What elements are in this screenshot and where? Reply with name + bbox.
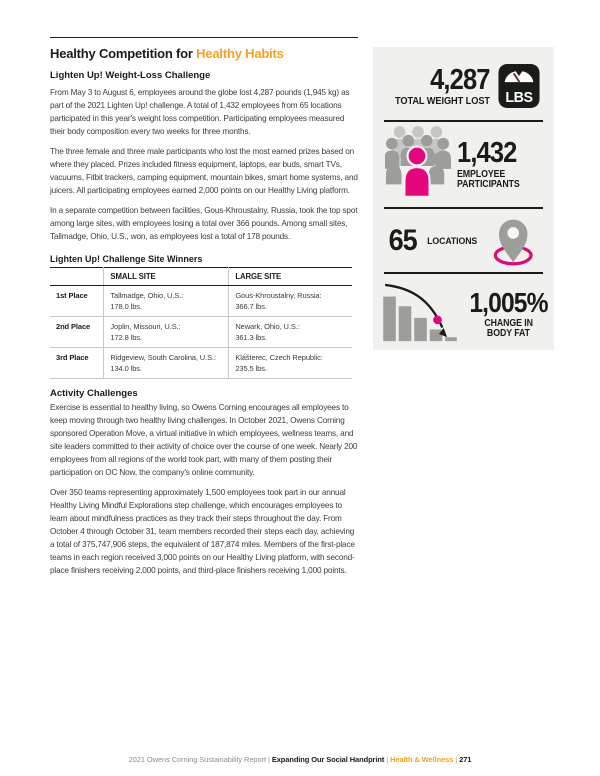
column-header-small-site: SMALL SITE [104, 268, 229, 286]
total-weight-lost-label: TOTAL WEIGHT LOST [394, 94, 490, 107]
body-fat-change-label-line2: BODY FAT [486, 328, 530, 339]
people-group-icon [385, 125, 451, 205]
activity-challenges-heading: Activity Challenges [50, 388, 138, 399]
map-pin-icon [490, 216, 540, 266]
small-site-winner-cell [104, 348, 229, 379]
site-name: Ridgeview, South Carolina, U.S.: [110, 353, 216, 362]
page-title-highlight: Healthy Habits [196, 46, 284, 61]
locations-label: LOCATIONS [427, 236, 478, 247]
body-fat-change-value: 1,005% [469, 287, 548, 318]
site-name: Joplin, Missouri, U.S.: [110, 322, 181, 331]
infographic-employee-participants [373, 122, 554, 207]
winners-table-title: Lighten Up! Challenge Site Winners [50, 254, 203, 264]
site-name: Gous-Khroustalny, Russia: [235, 291, 322, 300]
footer-report-title: 2021 Owens Corning Sustainability Report [128, 755, 266, 764]
employee-participants-value: 1,432 [457, 137, 517, 169]
large-site-winner-cell [229, 317, 352, 348]
infographic-panel [373, 47, 554, 350]
infographic-body-fat-change [373, 274, 554, 354]
paragraph-weight-loss-3: In a separate competition between facilities, Gous-Khroustalny, Russia, took the top spot among large sites, with employees losing a total over 366 pounds. Among small sites, Tallmadge, Ohio, U.S., won, as employees lost a total of 178 pounds. [50, 206, 358, 241]
page-footer [0, 755, 600, 764]
paragraph-activity-2: Over 350 teams representing approximately 1,500 employees took part in our annual Healthy Living Mindful Explorations step challenge, which encourages employees to learn about mindfulness practices as they track their steps throughout the day. From October 4 through October 31, team members recorded their steps each day, achieving a total of 375,747,906 steps, the equivalent of 187,874 miles. Members of the first-place teams in each region received 3,000 points on our Healthy Living platform, with second-place finishers receiving 2,000 points, and third-place finishers receiving 1,000 points. [50, 488, 355, 575]
page-title [50, 46, 358, 61]
place-label: 2nd Place [50, 317, 104, 348]
site-weight: 178.0 lbs. [110, 302, 142, 311]
paragraph-activity-1: Exercise is essential to healthy living, so Owens Corning encourages all employees to keep moving through two healthy living challenges. In October 2021, Owens Corning sponsored Operation Move, a virtual initiative in which employees, wellness teams, and site leaders committed to their activity of choice over the course of one week. Nearly 200 employees from all regions of the world took part, with many of them posting their participation on OC Now, the company's online community. [50, 403, 358, 477]
weight-scale-icon [498, 63, 540, 109]
infographic-total-weight-lost [373, 47, 554, 120]
site-weight: 235.5 lbs. [235, 364, 267, 373]
employee-participants-label-line2: PARTICIPANTS [457, 179, 520, 190]
site-name: Klášterec, Czech Republic: [235, 353, 323, 362]
footer-separator: | [455, 755, 458, 764]
small-site-winner-cell [104, 317, 229, 348]
top-rule [50, 37, 358, 38]
article-column [50, 28, 358, 577]
site-weight: 172.8 lbs. [110, 333, 142, 342]
place-label: 3rd Place [50, 348, 104, 379]
body-fat-change-label-line1: CHANGE IN [484, 318, 533, 329]
small-site-winner-cell [104, 286, 229, 317]
winners-table [50, 267, 352, 379]
footer-separator: | [267, 755, 270, 764]
total-weight-lost-value: 4,287 [430, 63, 490, 96]
footer-subsection: Health & Wellness [390, 755, 454, 764]
site-name: Tallmadge, Ohio, U.S.: [110, 291, 184, 300]
declining-bar-chart-icon [383, 283, 459, 345]
table-row-1st-place [50, 286, 352, 317]
table-corner-cell [50, 268, 104, 286]
locations-value: 65 [388, 223, 417, 257]
site-weight: 361.3 lbs. [235, 333, 267, 342]
infographic-locations [373, 209, 554, 272]
subheading-weight-loss-challenge: Lighten Up! Weight-Loss Challenge [50, 70, 211, 81]
site-name: Newark, Ohio, U.S.: [235, 322, 300, 331]
paragraph-weight-loss-1: From May 3 to August 6, employees around the globe lost 4,287 pounds (1,945 kg) as part of the 2021 Lighten Up! challenge. A total of 1,432 employees from 65 locations participated in this year's weight loss competition. Participating employees measured their body composition every two weeks for three months. [50, 88, 350, 136]
footer-section: Expanding Our Social Handprint [271, 755, 385, 764]
footer-page-number: 271 [459, 755, 472, 764]
lbs-icon-text: LBS [505, 89, 533, 106]
paragraph-weight-loss-2: The three female and three male participants who lost the most earned prizes based on where they placed. Prizes included fitness equipment, laptops, ear buds, smart TVs, vacuums, Fitbit trackers, camping equipment, mountain bikes, smart home systems, and juicers. All participating employees earned 2,000 points on our Healthy Living platform. [50, 147, 358, 195]
employee-participants-label-line1: EMPLOYEE [457, 169, 506, 180]
table-row-3rd-place [50, 348, 352, 379]
large-site-winner-cell [229, 348, 352, 379]
site-weight: 366.7 lbs. [235, 302, 267, 311]
site-weight: 134.0 lbs. [110, 364, 142, 373]
large-site-winner-cell [229, 286, 352, 317]
table-row-2nd-place [50, 317, 352, 348]
page-title-prefix: Healthy Competition for [50, 46, 193, 61]
column-header-large-site: LARGE SITE [229, 268, 352, 286]
place-label: 1st Place [56, 291, 88, 300]
footer-separator: | [386, 755, 389, 764]
winners-table-header-row [50, 268, 352, 286]
